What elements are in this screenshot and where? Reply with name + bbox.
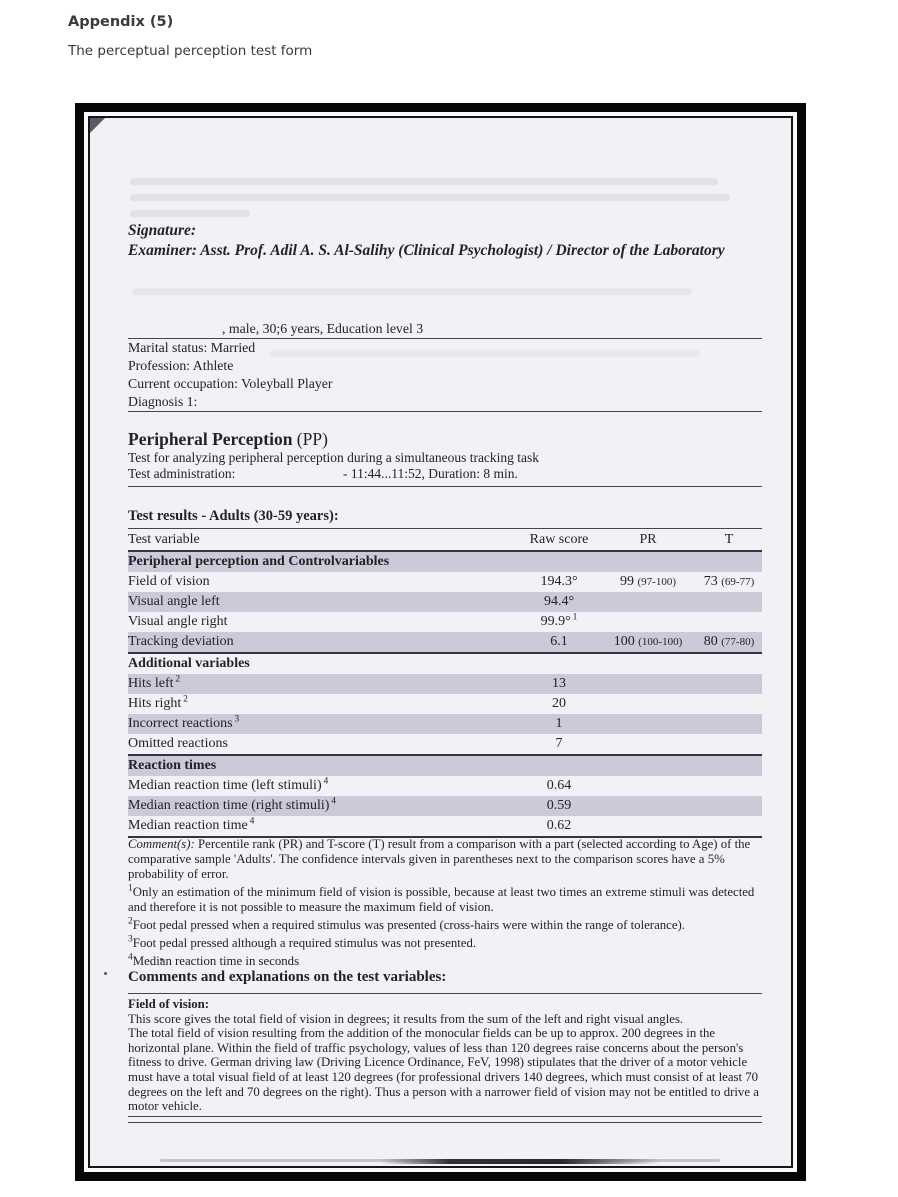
bleedthrough-line: [130, 210, 250, 217]
table-row: [128, 734, 762, 754]
row-raw-score: 6.1: [550, 634, 568, 649]
footnote: $^4$Median reaction time in seconds: [128, 952, 300, 968]
section-row-label: Additional variables: [128, 656, 250, 671]
demographics-block: [128, 320, 762, 412]
diagnosis: Diagnosis 1:: [128, 394, 198, 409]
row-pr: 99 (97-100): [620, 574, 676, 589]
current-occupation: Current occupation: Voleyball Player: [128, 376, 333, 391]
results-heading: Test results - Adults (30-59 years):: [128, 508, 339, 524]
row-raw-score: 1: [555, 716, 563, 731]
row-label: Median reaction time $^4$: [128, 816, 255, 833]
table-row: [128, 714, 762, 734]
row-raw-score: 20: [552, 696, 566, 711]
table-row: [128, 674, 762, 694]
table-row: [128, 572, 762, 592]
row-label: Median reaction time (right stimuli) $^4$: [128, 796, 337, 813]
row-raw-score: 13: [552, 676, 566, 691]
marital-status: Marital status: Married: [128, 340, 256, 355]
table-row: [128, 776, 762, 796]
page-corner-fold: [90, 118, 105, 133]
comment-paragraph: [128, 837, 762, 882]
row-raw-score: 0.59: [546, 798, 572, 813]
section-row-label: Reaction times: [128, 758, 217, 773]
scan-speck: [104, 972, 107, 975]
row-label: Tracking deviation: [128, 634, 234, 649]
column-test-variable: Test variable: [128, 531, 200, 547]
divider: [128, 486, 762, 487]
row-label: Hits right $^2$: [128, 694, 188, 711]
table-header-row: [128, 529, 762, 550]
footnotes-block: [128, 837, 762, 972]
bleedthrough-line: [130, 194, 730, 201]
test-administration-label: Test administration:: [128, 466, 236, 481]
field-of-vision-explanation: [128, 997, 762, 1114]
field-of-vision-title: Field of vision:: [128, 997, 210, 1011]
field-of-vision-p2: The total field of vision resulting from the addition of the monocular fields can be up to approx. 200 degrees in the horizontal plane. Within the field of traffic psychology, values of less than 120 degrees raise concerns about the person's fitness to drive. German driving law (Driving Licence Ordinance, FeV, 1998) stipulates that the driver of a motor vehicle must have a total visual field of at least 120 degrees (for professional drivers 140 degrees, which must consist of at least 70 degrees on the left and 70 degrees on the right). Thus a person with a narrower field of vision may not be entitled to drive a motor vehicle.: [128, 1026, 759, 1114]
row-t: 80 (77-80): [703, 634, 755, 649]
table-row: [128, 796, 762, 816]
patient-summary: , male, 30;6 years, Education level 3: [222, 321, 424, 336]
bottom-rule-block: [128, 1122, 762, 1123]
test-abbr: (PP): [296, 429, 328, 449]
appendix-subtitle: The perceptual perception test form: [68, 43, 313, 59]
section-row-label: Peripheral perception and Controlvariables: [128, 554, 390, 569]
signature-block: [128, 221, 762, 261]
footnote: $^1$Only an estimation of the minimum field of vision is possible, because at least two times an extreme stimuli was detected and therefore it is not possible to measure the maximum field of vision.: [128, 883, 755, 914]
row-raw-score: 99.9° $^1$: [540, 612, 578, 629]
row-label: Field of vision: [128, 574, 210, 589]
column-raw-score: Raw score: [529, 531, 589, 547]
table-section-row: [128, 654, 762, 674]
row-label: Visual angle right: [128, 614, 228, 629]
row-raw-score: 0.62: [546, 818, 572, 833]
table-section-row: [128, 552, 762, 572]
appendix-title: Appendix (5): [68, 14, 174, 30]
table-row: [128, 632, 762, 652]
divider: [128, 993, 762, 994]
table-body: [128, 552, 762, 838]
explanations-block: [128, 967, 762, 1117]
row-t: 73 (69-77): [703, 574, 755, 589]
scan-page: [88, 116, 793, 1168]
table-row: [128, 612, 762, 632]
row-raw-score: 194.3°: [540, 574, 578, 589]
table-row: [128, 694, 762, 714]
test-section: [128, 428, 762, 487]
scan-smudge: [160, 1159, 720, 1162]
explanations-heading: Comments and explanations on the test variables:: [128, 969, 447, 985]
test-title: Peripheral Perception (PP): [128, 429, 328, 449]
bleedthrough-line: [130, 178, 718, 185]
comment-text: Percentile rank (PR) and T-score (T) result from a comparison with a part (selected according to Age) of the comparative sample 'Adults'. The confidence intervals given in parentheses next to the comparison scores have a 5% probability of error.: [128, 837, 751, 881]
profession: Profession: Athlete: [128, 358, 234, 373]
footnote: $^3$Foot pedal pressed although a required stimulus was not presented.: [128, 934, 477, 950]
signature-label: Signature:: [128, 222, 197, 239]
results-block: [128, 506, 762, 838]
test-administration-value: - 11:44...11:52, Duration: 8 min.: [343, 466, 518, 481]
divider: [128, 1116, 762, 1117]
row-label: Visual angle left: [128, 594, 220, 609]
table-section-row: [128, 756, 762, 776]
table-row: [128, 816, 762, 836]
comment-label: Comment(s):: [128, 837, 195, 851]
scan-frame-inner: [84, 112, 797, 1172]
test-description: Test for analyzing peripheral perception during a simultaneous tracking task: [128, 450, 540, 465]
appendix-header: [68, 13, 312, 60]
divider: [128, 411, 762, 412]
test-administration: [128, 466, 762, 482]
row-label: Omitted reactions: [128, 736, 228, 751]
bleedthrough-line: [132, 288, 692, 295]
row-label: Incorrect reactions $^3$: [128, 714, 240, 731]
row-pr: 100 (100-100): [613, 634, 683, 649]
column-t: T: [724, 531, 734, 547]
divider: [128, 1122, 762, 1123]
row-raw-score: 94.4°: [543, 594, 575, 609]
row-raw-score: 7: [555, 736, 563, 751]
row-raw-score: 0.64: [546, 778, 572, 793]
footnote: $^2$Foot pedal pressed when a required stimulus was presented (cross-hairs were within the range of tolerance).: [128, 916, 685, 932]
field-of-vision-p1: This score gives the total field of vision in degrees; it results from the sum of the left and right visual angles.: [128, 1011, 684, 1026]
scan-frame: [75, 103, 806, 1181]
row-label: Median reaction time (left stimuli) $^4$: [128, 776, 329, 793]
column-pr: PR: [639, 531, 657, 547]
table-row: [128, 592, 762, 612]
row-label: Hits left $^2$: [128, 674, 181, 691]
examiner-line: Examiner: Asst. Prof. Adil A. S. Al-Salihy (Clinical Psychologist) / Director of the Laboratory: [128, 242, 725, 259]
